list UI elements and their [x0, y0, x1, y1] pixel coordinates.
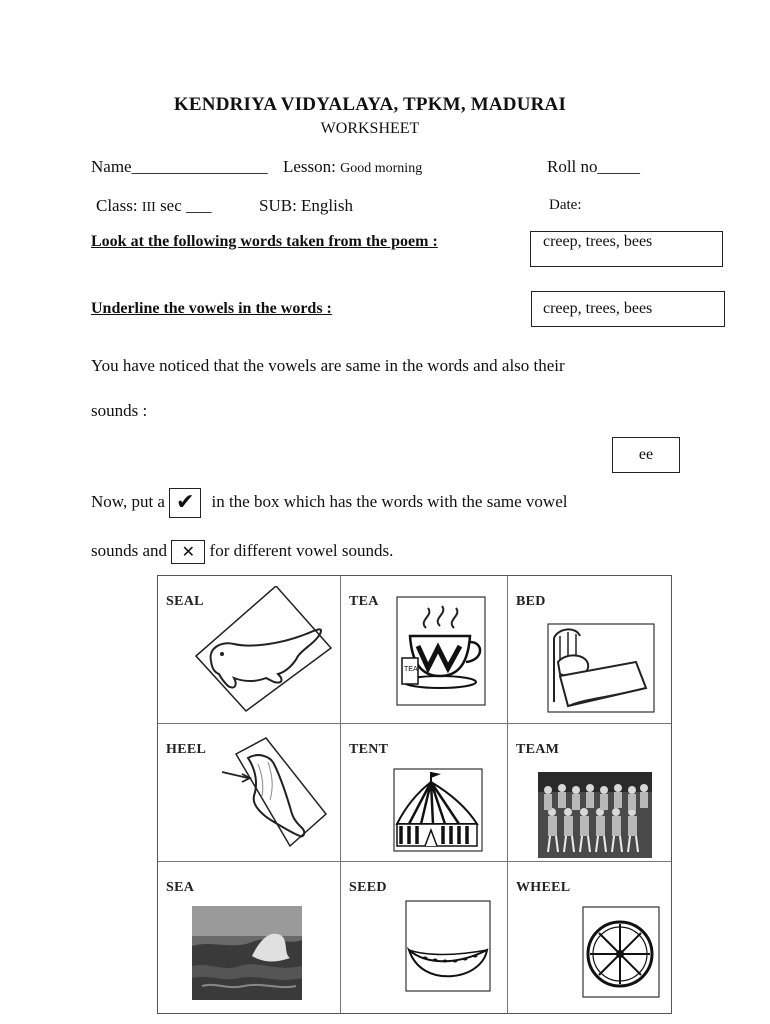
- grid-cell-bed: [508, 576, 671, 724]
- q1-word-box: [530, 231, 723, 267]
- for-different-text: for different vowel sounds.: [209, 540, 394, 560]
- q2-word-box: [531, 291, 725, 327]
- date-field: Date:: [549, 197, 582, 213]
- sounds-and-text: sounds and: [91, 540, 168, 560]
- grid-cell-tent: [341, 724, 508, 862]
- q1-words: creep, trees, bees: [543, 233, 653, 250]
- q2-heading: Underline the vowels in the words :: [91, 300, 332, 317]
- svg-text:TEA: TEA: [404, 666, 418, 673]
- foot-icon: [218, 734, 330, 858]
- class-field: [96, 196, 212, 216]
- class-value: III: [141, 200, 156, 215]
- lesson-value: Good morning: [340, 161, 423, 176]
- roll-no-field: Roll no_____: [547, 157, 641, 176]
- cell-label: BED: [516, 594, 546, 609]
- sea-photo: [192, 906, 302, 1000]
- cell-label: TEA: [349, 594, 379, 609]
- seed-icon: [405, 900, 493, 994]
- subject-field: SUB: English: [259, 196, 353, 215]
- cross-instruction: [91, 540, 393, 564]
- picture-grid: [157, 575, 672, 1014]
- bed-icon: [546, 622, 658, 716]
- cell-label: TEAM: [516, 742, 560, 757]
- lesson-label: Lesson:: [283, 157, 336, 176]
- tick-icon: ✔: [169, 488, 201, 518]
- class-label: Class:: [96, 196, 138, 215]
- teacup-icon: [396, 596, 488, 708]
- cell-label: SEAL: [166, 594, 204, 609]
- q1-heading: Look at the following words taken from the poem :: [91, 233, 438, 250]
- q2-words: creep, trees, bees: [543, 300, 653, 317]
- worksheet-subtitle: WORKSHEET: [320, 120, 420, 137]
- cross-icon: ✕: [171, 540, 205, 564]
- name-field: Name________________: [91, 157, 268, 176]
- wheel-icon: [582, 906, 662, 1000]
- cell-label: TENT: [349, 742, 389, 757]
- put-rest-text: in the box which has the words with the same vowel: [211, 491, 568, 511]
- noticed-text-line1: You have noticed that the vowels are same in the words and also their: [91, 356, 565, 375]
- lesson-field: [283, 157, 422, 177]
- seal-icon: [186, 586, 336, 716]
- grid-cell-seal: [158, 576, 341, 724]
- tick-instruction: [91, 488, 567, 518]
- grid-cell-team: [508, 724, 671, 862]
- cell-label: SEA: [166, 880, 195, 895]
- grid-cell-heel: [158, 724, 341, 862]
- cell-label: WHEEL: [516, 880, 571, 895]
- tent-icon: [393, 768, 485, 854]
- school-title: KENDRIYA VIDYALAYA, TPKM, MADURAI: [173, 94, 567, 115]
- grid-cell-seed: [341, 862, 508, 1013]
- grid-cell-tea: [341, 576, 508, 724]
- ee-text: ee: [638, 446, 654, 463]
- noticed-text-line2: sounds :: [91, 401, 148, 420]
- cell-label: HEEL: [166, 742, 207, 757]
- grid-cell-sea: [158, 862, 341, 1013]
- team-photo: [538, 772, 652, 858]
- grid-cell-wheel: [508, 862, 671, 1013]
- put-a-text: Now, put a: [91, 491, 165, 511]
- cell-label: SEED: [349, 880, 387, 895]
- ee-answer-box: [612, 437, 680, 473]
- sec-field: sec ___: [160, 196, 212, 215]
